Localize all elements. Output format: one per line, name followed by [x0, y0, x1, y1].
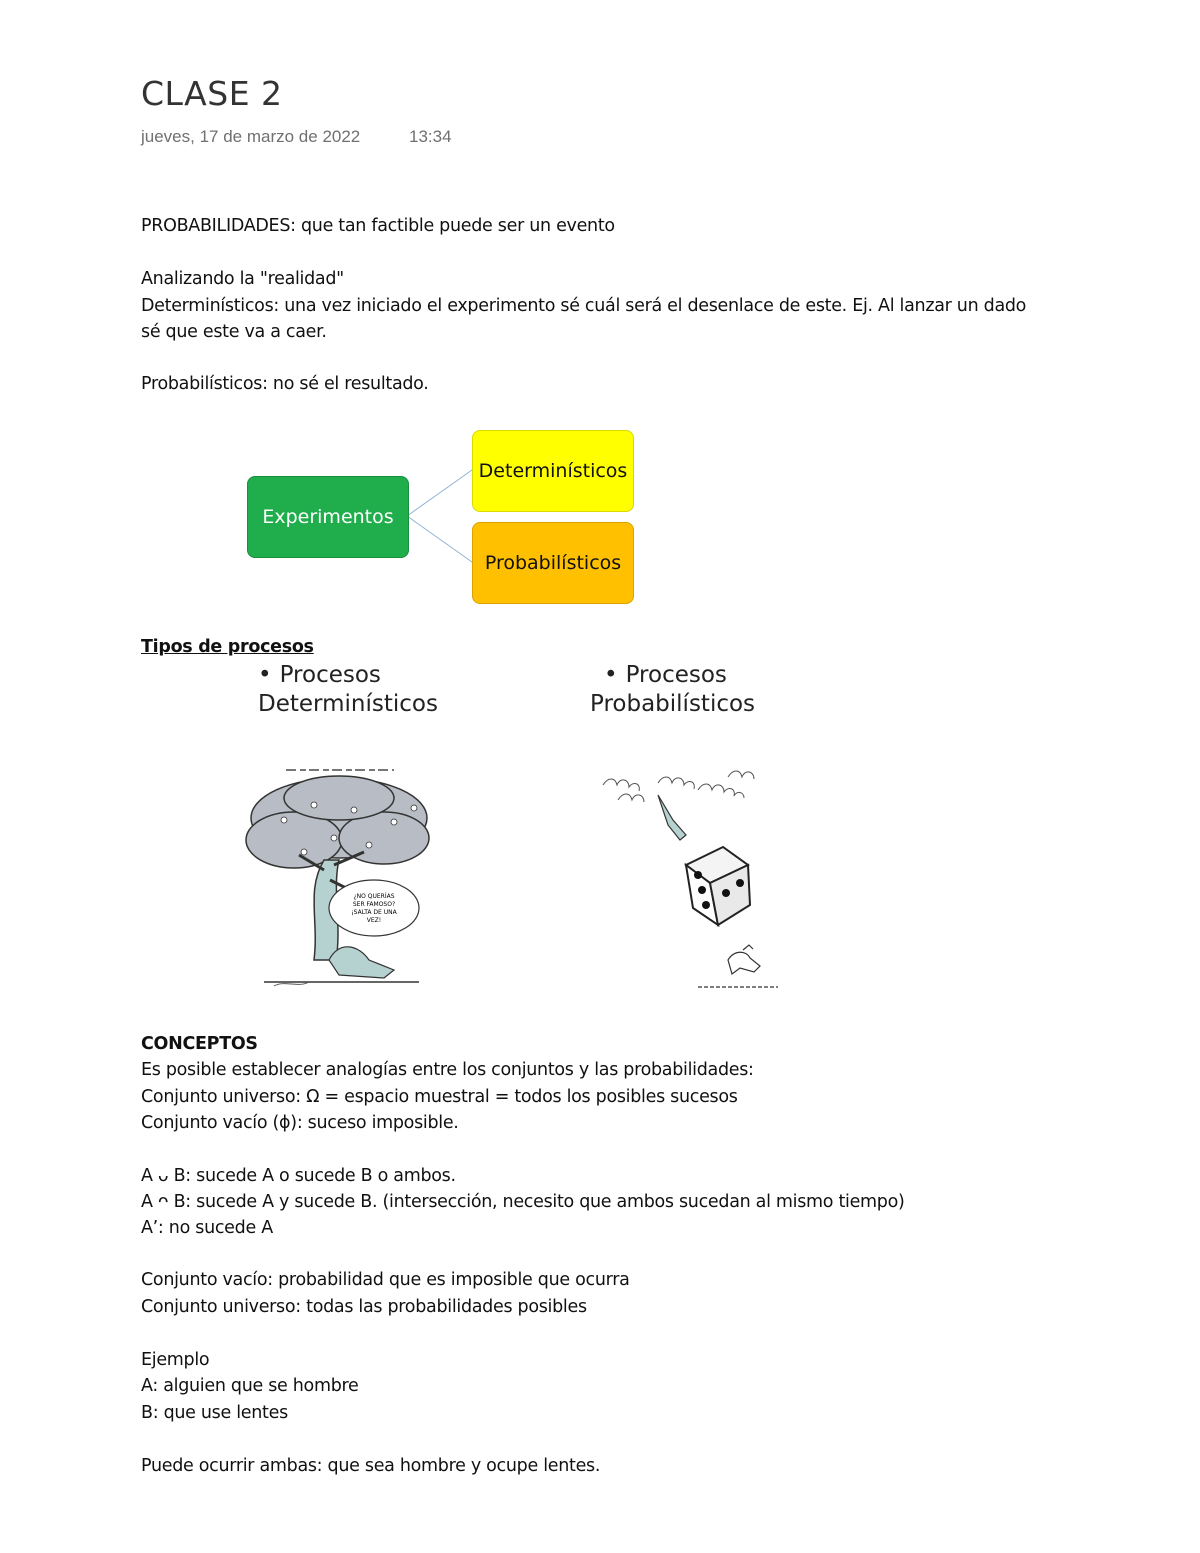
- procesos-right-line2: Probabilísticos: [590, 691, 756, 717]
- page-date: jueves, 17 de marzo de 2022: [141, 127, 361, 146]
- procesos-right-line1: Procesos: [625, 662, 727, 688]
- diagram-deterministicos-box: Determinísticos: [472, 430, 634, 512]
- set-definition-line: Conjunto vacío: probabilidad que es imposible que ocurra: [141, 1270, 630, 1290]
- connector-bottom: [407, 516, 472, 562]
- ejemplo-line: B: que use lentes: [141, 1403, 288, 1423]
- diagram-probabilisticos-box: Probabilísticos: [472, 522, 634, 604]
- conceptos-heading: CONCEPTOS: [141, 1034, 258, 1054]
- bullet-icon: •: [258, 662, 272, 688]
- connector-top: [407, 470, 472, 516]
- diagram-connectors: [400, 460, 480, 580]
- probabilidades-label: PROBABILIDADES:: [141, 216, 296, 236]
- operation-line: A ᴗ B: sucede A o sucede B o ambos.: [141, 1166, 456, 1186]
- bubble-line-2: SER FAMOSO?: [352, 901, 396, 908]
- procesos-probabilisticos-heading: [590, 661, 755, 719]
- page-title: CLASE 2: [141, 74, 283, 113]
- conceptos-line: Es posible establecer analogías entre los conjuntos y las probabilidades:: [141, 1060, 754, 1080]
- bubble-line-4: VEZ!: [366, 917, 382, 924]
- tipos-procesos-heading: Tipos de procesos: [141, 637, 314, 657]
- conceptos-line: Conjunto vacío (ϕ): suceso imposible.: [141, 1113, 459, 1133]
- bullet-icon: •: [604, 662, 618, 688]
- procesos-left-line1: Procesos: [279, 662, 381, 688]
- procesos-deterministicos-heading: [258, 661, 438, 719]
- set-definition-line: Conjunto universo: todas las probabilidades posibles: [141, 1297, 587, 1317]
- bubble-line-3: ¡SALTA DE UNA: [351, 909, 397, 916]
- diagram-experimentos-box: Experimentos: [247, 476, 409, 558]
- analizando-line: Analizando la "realidad": [141, 269, 344, 289]
- operation-line: A ᴖ B: sucede A y sucede B. (intersección, necesito que ambos sucedan al mismo tiempo): [141, 1192, 905, 1212]
- page-time: 13:34: [409, 127, 452, 146]
- procesos-left-line2: Determinísticos: [258, 691, 438, 717]
- conceptos-line: Conjunto universo: Ω = espacio muestral = todos los posibles sucesos: [141, 1087, 738, 1107]
- probabilidades-line: [141, 216, 615, 236]
- operation-line: A’: no sucede A: [141, 1218, 273, 1238]
- ejemplo-heading: Ejemplo: [141, 1350, 210, 1370]
- dice-throw-illustration: [598, 765, 784, 995]
- probabilidades-definition: que tan factible puede ser un evento: [295, 216, 615, 236]
- tree-cartoon-illustration: [244, 760, 434, 992]
- probabilisticos-line: Probabilísticos: no sé el resultado.: [141, 374, 429, 394]
- deterministicos-line-1: Determinísticos: una vez iniciado el experimento sé cuál será el desenlace de este. Ej. Al lanzar un dado: [141, 296, 1027, 316]
- deterministicos-line-2: sé que este va a caer.: [141, 322, 327, 342]
- ejemplo-line: A: alguien que se hombre: [141, 1376, 359, 1396]
- conclusion-line: Puede ocurrir ambas: que sea hombre y ocupe lentes.: [141, 1456, 601, 1476]
- bubble-line-1: ¿NO QUERÍAS: [353, 893, 395, 900]
